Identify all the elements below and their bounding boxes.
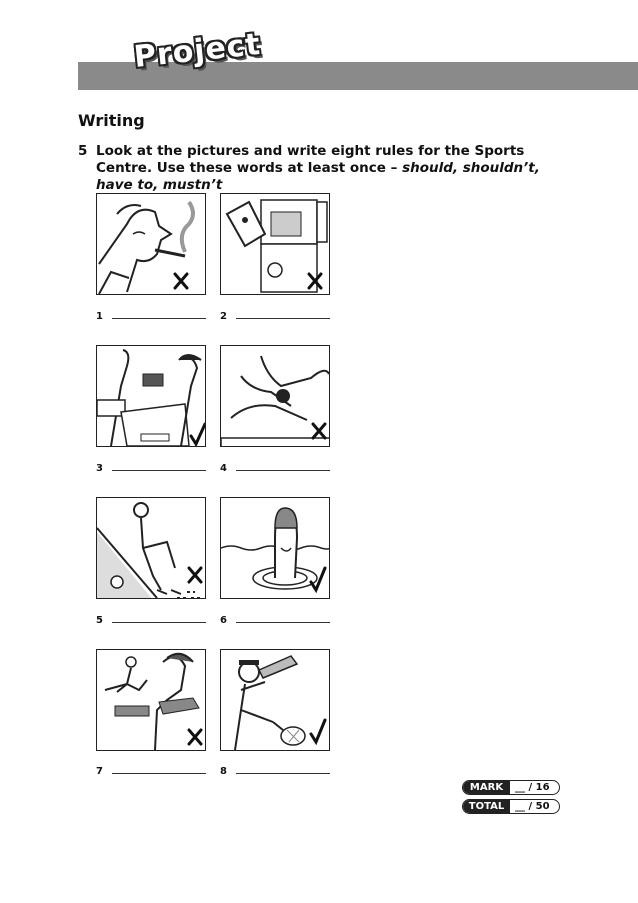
cross-icon [97,498,206,599]
picture-7-food-running [96,649,206,751]
item-number: 8 [220,766,227,777]
answer-line-6[interactable] [236,622,330,623]
item-number: 4 [220,463,227,474]
answer-line-1[interactable] [112,318,206,319]
mark-box [462,780,560,795]
total-value: __ / 50 [515,801,550,812]
section-heading: Writing [78,111,145,130]
task-text-block [96,143,568,194]
picture-8-drinking-water [220,649,330,751]
item-number: 7 [96,766,103,777]
answer-line-4[interactable] [236,470,330,471]
total-box [462,799,560,814]
total-label: TOTAL [463,800,510,813]
picture-2-locker [220,193,330,295]
item-number: 6 [220,615,227,626]
item-number: 2 [220,311,227,322]
tick-icon [221,650,330,751]
picture-3-reception [96,345,206,447]
item-number: 5 [96,615,103,626]
picture-4-pool-jumping [220,345,330,447]
answer-line-2[interactable] [236,318,330,319]
mark-label: MARK [463,781,510,794]
task-number: 5 [78,143,88,159]
cross-icon [97,650,206,751]
mark-value: __ / 16 [515,782,550,793]
tick-icon [221,498,330,599]
cross-icon [97,194,206,295]
answer-line-3[interactable] [112,470,206,471]
picture-1-smoking [96,193,206,295]
picture-6-swimming-cap [220,497,330,599]
task-words: should, shouldn’t, have to, mustn’t [96,160,540,193]
task-instruction [78,143,568,194]
tick-icon [97,346,206,447]
answer-line-5[interactable] [112,622,206,623]
task-text: Look at the pictures and write eight rules for the Sports Centre. Use these words at least once – [96,143,525,176]
answer-line-7[interactable] [112,773,206,774]
banner-title: Project [132,26,263,76]
item-number: 1 [96,311,103,322]
picture-5-muddy-shoes [96,497,206,599]
cross-icon [221,194,330,295]
answer-line-8[interactable] [236,773,330,774]
item-number: 3 [96,463,103,474]
cross-icon [221,346,330,447]
